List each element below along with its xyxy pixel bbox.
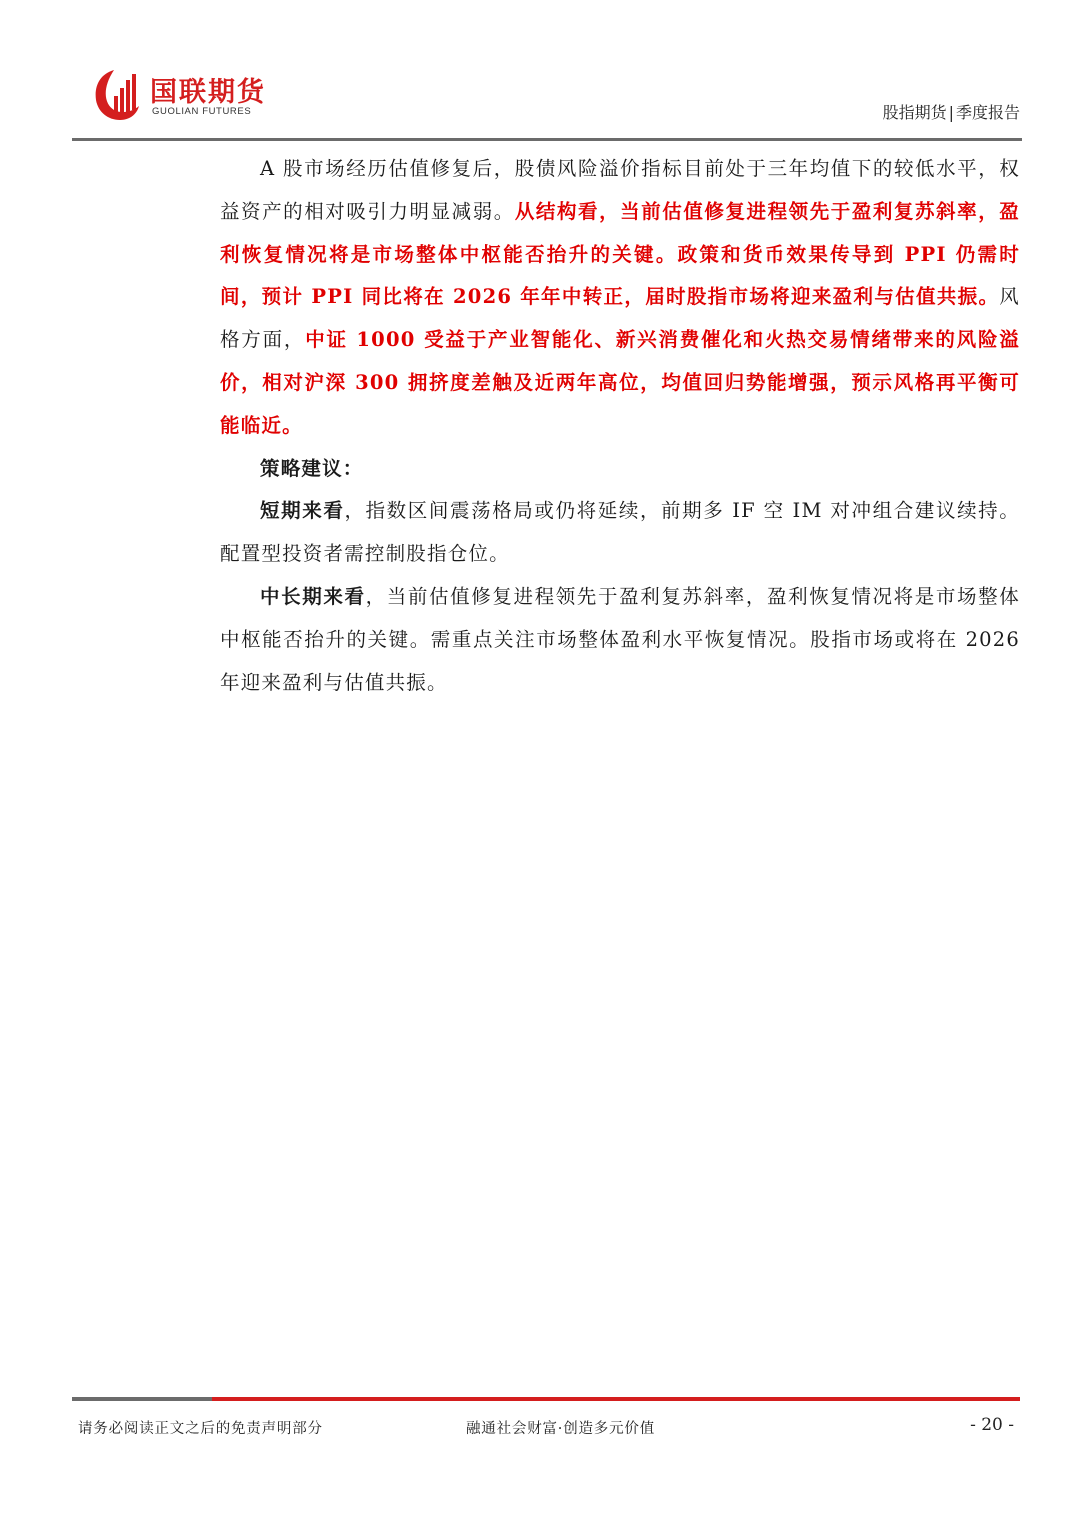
long-term-paragraph bbox=[220, 576, 1020, 704]
market-outlook-paragraph bbox=[220, 148, 1020, 448]
category-label: 股指期货 bbox=[882, 103, 947, 122]
footer-disclaimer: 请务必阅读正文之后的免责声明部分 bbox=[78, 1421, 323, 1437]
short-term-text: ，指数区间震荡格局或仍将延续，前期多 IF 空 IM 对冲组合建议续持。配置型投资者需控制股指仓位。 bbox=[220, 499, 1020, 566]
logo-english-name: GUOLIAN FUTURES bbox=[152, 106, 252, 117]
header-rule bbox=[72, 138, 1022, 141]
short-term-paragraph bbox=[220, 490, 1020, 576]
style-lead-text: 风格方面， bbox=[220, 285, 1020, 352]
report-category bbox=[883, 100, 1020, 123]
footer-slogan: 融通社会财富·创造多元价值 bbox=[466, 1421, 656, 1437]
style-highlight: 中证 1000 受益于产业智能化、新兴消费催化和火热交易情绪带来的风险溢价，相对沪深 300 拥挤度差触及近两年高位，均值回归势能增强，预示风格再平衡可能临近。 bbox=[220, 328, 1020, 437]
footer-rule-gray bbox=[72, 1397, 212, 1401]
short-term-label: 短期来看 bbox=[260, 499, 345, 523]
valuation-text: A 股市场经历估值修复后，股债风险溢价指标目前处于三年均值下的较低水平，权益资产的相对吸引力明显减弱。 bbox=[220, 157, 1020, 223]
footer-rule-red bbox=[212, 1397, 1020, 1401]
page-number: - 20 - bbox=[970, 1415, 1014, 1435]
long-term-label: 中长期来看 bbox=[260, 584, 366, 608]
structure-highlight: 从结构看，当前估值修复进程领先于盈利复苏斜率，盈利恢复情况将是市场整体中枢能否抬升的关键。政策和货币效果传导到 PPI 仍需时间，预计 PPI 同比将在 2026 年年中转正，届时股指市场将迎来盈利与估值共振。 bbox=[220, 199, 1020, 309]
company-logo bbox=[92, 66, 292, 122]
logo-mark-icon bbox=[92, 66, 140, 122]
report-body bbox=[220, 148, 1020, 704]
category-separator: | bbox=[948, 103, 954, 122]
long-term-text: ，当前估值修复进程领先于盈利复苏斜率，盈利恢复情况将是市场整体中枢能否抬升的关键。需重点关注市场整体盈利水平恢复情况。股指市场或将在 2026 年迎来盈利与估值共振。 bbox=[220, 584, 1020, 694]
logo-chinese-name: 国联期货 bbox=[150, 77, 266, 108]
page-header bbox=[0, 0, 1080, 145]
strategy-heading: 策略建议： bbox=[260, 456, 364, 480]
report-type-label: 季度报告 bbox=[955, 103, 1020, 122]
